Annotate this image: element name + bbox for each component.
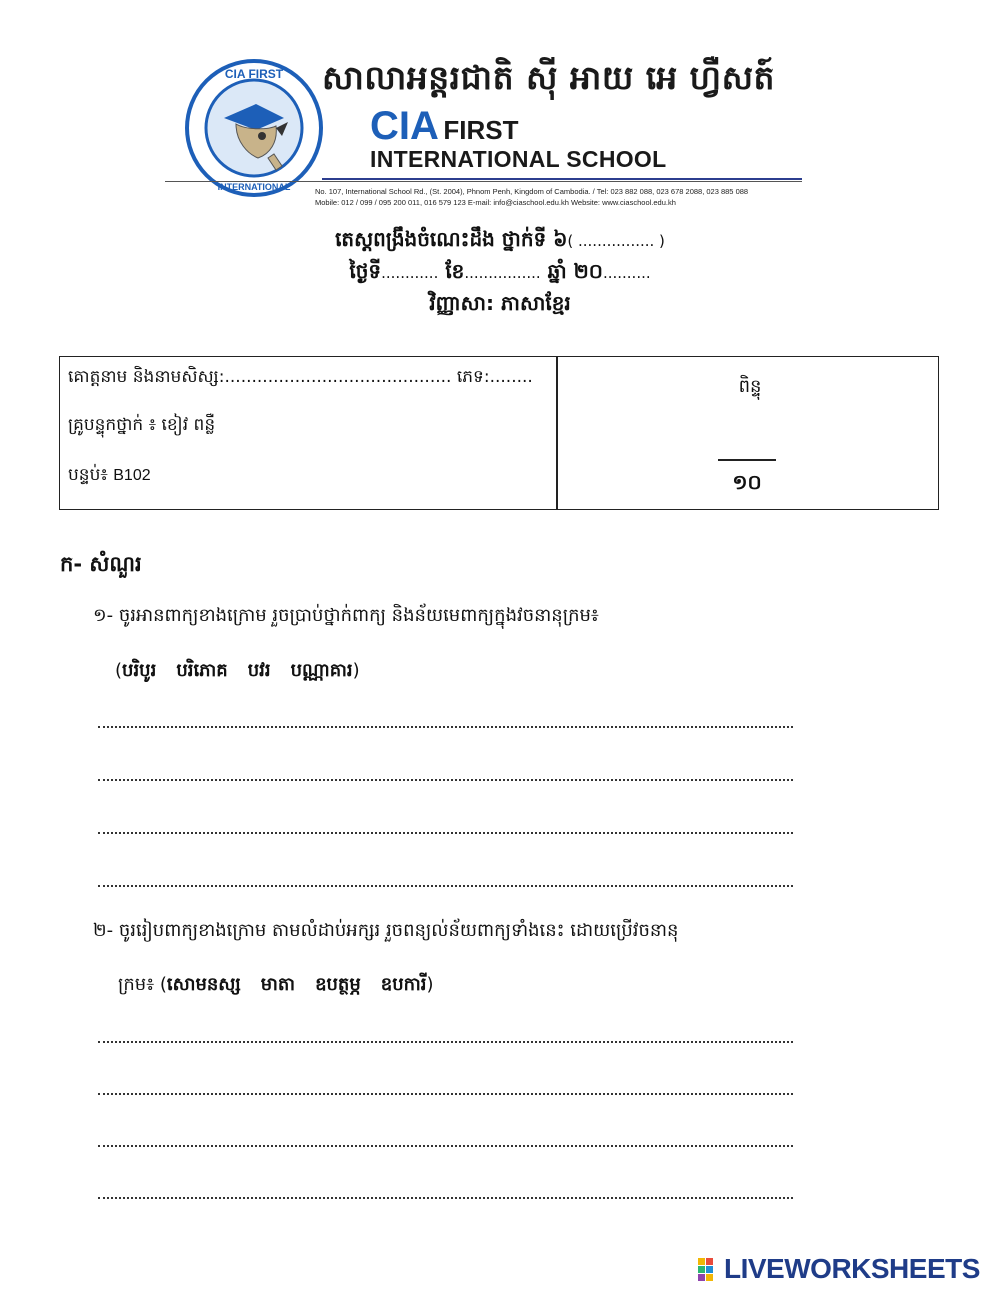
q2-answer-line-2[interactable] xyxy=(98,1093,793,1095)
school-name-cia: CIA xyxy=(370,104,439,148)
q1-answer-line-2[interactable] xyxy=(98,779,793,781)
school-name-khmer: សាលាអន្តរជាតិ ស៊ី អាយ អេ ហ្វឺសត៍ xyxy=(322,58,775,97)
logo-ring-text-top: CIA FIRST xyxy=(224,67,284,81)
date-blank[interactable]: ............ xyxy=(381,264,439,282)
gender-field[interactable]: ........ xyxy=(489,367,533,387)
logo-ring-text-bottom: INTERNATIONAL xyxy=(217,182,291,192)
gender-label: ភេទ: xyxy=(456,367,490,387)
student-name-row xyxy=(68,366,533,391)
q2-word: សោមនស្ស xyxy=(166,974,241,995)
year-blank[interactable]: .......... xyxy=(602,264,651,282)
info-table-divider xyxy=(556,356,558,510)
q1-close-paren: ) xyxy=(352,660,360,681)
section-heading: ក- សំណួរ xyxy=(60,552,142,576)
liveworksheets-logo-icon xyxy=(698,1258,722,1282)
q1-word: បរិបូរ xyxy=(122,660,157,681)
room-row xyxy=(68,464,151,489)
q2-word: ឧបការី xyxy=(380,974,427,995)
q2-prefix: ក្រម៖ ( xyxy=(118,974,167,995)
q1-answer-line-1[interactable] xyxy=(98,726,793,728)
score-entry-line[interactable] xyxy=(718,459,776,461)
subject-line: វិញ្ញាសា: ភាសាខ្មែរ xyxy=(429,291,571,315)
question-1-word-list xyxy=(115,658,360,685)
month-label: ខែ xyxy=(445,259,465,283)
test-title xyxy=(0,226,1000,256)
date-line xyxy=(0,258,1000,288)
q2-word: មាតា xyxy=(260,974,296,995)
month-blank[interactable]: ................ xyxy=(464,264,541,282)
question-2-text: ២- ចូររៀបពាក្យខាងក្រោម តាមលំដាប់អក្សរ រួចពន្យល់ន័យពាក្យទាំងនេះ ដោយប្រើវចនានុ xyxy=(93,920,679,941)
year-label: ឆ្នាំ ២០ xyxy=(547,259,603,283)
school-contact-line2: Mobile: 012 / 099 / 095 200 011, 016 579 123 E-mail: info@ciaschool.edu.kh Website: www.ciaschool.edu.kh xyxy=(315,198,676,207)
room-value: B102 xyxy=(113,467,151,484)
school-name-english-line1 xyxy=(370,104,518,149)
school-name-english-line2: INTERNATIONAL SCHOOL xyxy=(370,146,667,172)
q1-word: បវរ xyxy=(247,660,271,681)
score-label: ពិន្ទុ xyxy=(738,376,762,397)
liveworksheets-watermark: LIVEWORKSHEETS xyxy=(724,1253,980,1284)
test-title-blank[interactable]: ( ................ ) xyxy=(567,232,665,250)
student-name-label: គោត្តនាម និងនាមសិស្ស: xyxy=(68,367,225,387)
q1-word: បណ្ណាគារ xyxy=(290,660,353,681)
room-label: បន្ទប់៖ xyxy=(68,465,108,485)
school-logo-icon xyxy=(184,58,324,198)
header-rule-secondary xyxy=(165,181,802,182)
teacher-row: គ្រូបន្ទុកថ្នាក់ ៖ ខៀវ ពន្លឺ xyxy=(68,415,216,435)
date-label: ថ្ងៃទី xyxy=(349,259,382,283)
q2-answer-line-3[interactable] xyxy=(98,1145,793,1147)
q2-answer-line-4[interactable] xyxy=(98,1197,793,1199)
q2-answer-line-1[interactable] xyxy=(98,1041,793,1043)
question-1-text: ១- ចូរអានពាក្យខាងក្រោម រួចប្រាប់ថ្នាក់ពាក្យ និងន័យមេពាក្យក្នុងវចនានុក្រម៖ xyxy=(93,605,599,626)
score-total: ១០ xyxy=(732,470,762,494)
q1-answer-line-4[interactable] xyxy=(98,885,793,887)
q1-answer-line-3[interactable] xyxy=(98,832,793,834)
q1-open-paren: ( xyxy=(115,660,123,681)
q2-close-paren: ) xyxy=(426,974,434,995)
school-address-line1: No. 107, International School Rd., (St. 2004), Phnom Penh, Kingdom of Cambodia. / Tel: 023 882 088, 023 678 2088, 023 885 088 xyxy=(315,187,749,196)
question-2-word-list xyxy=(118,972,434,999)
student-name-field[interactable]: .......................................... xyxy=(224,367,452,387)
header-rule-primary xyxy=(322,178,802,180)
school-name-first: FIRST xyxy=(443,115,519,145)
q1-word: បរិភោគ xyxy=(176,660,228,681)
q2-word: ឧបត្ថម្ភ xyxy=(315,974,361,995)
test-title-text: តេស្តពង្រឹងចំណេះដឹង ថ្នាក់ទី ៦ xyxy=(335,227,568,251)
